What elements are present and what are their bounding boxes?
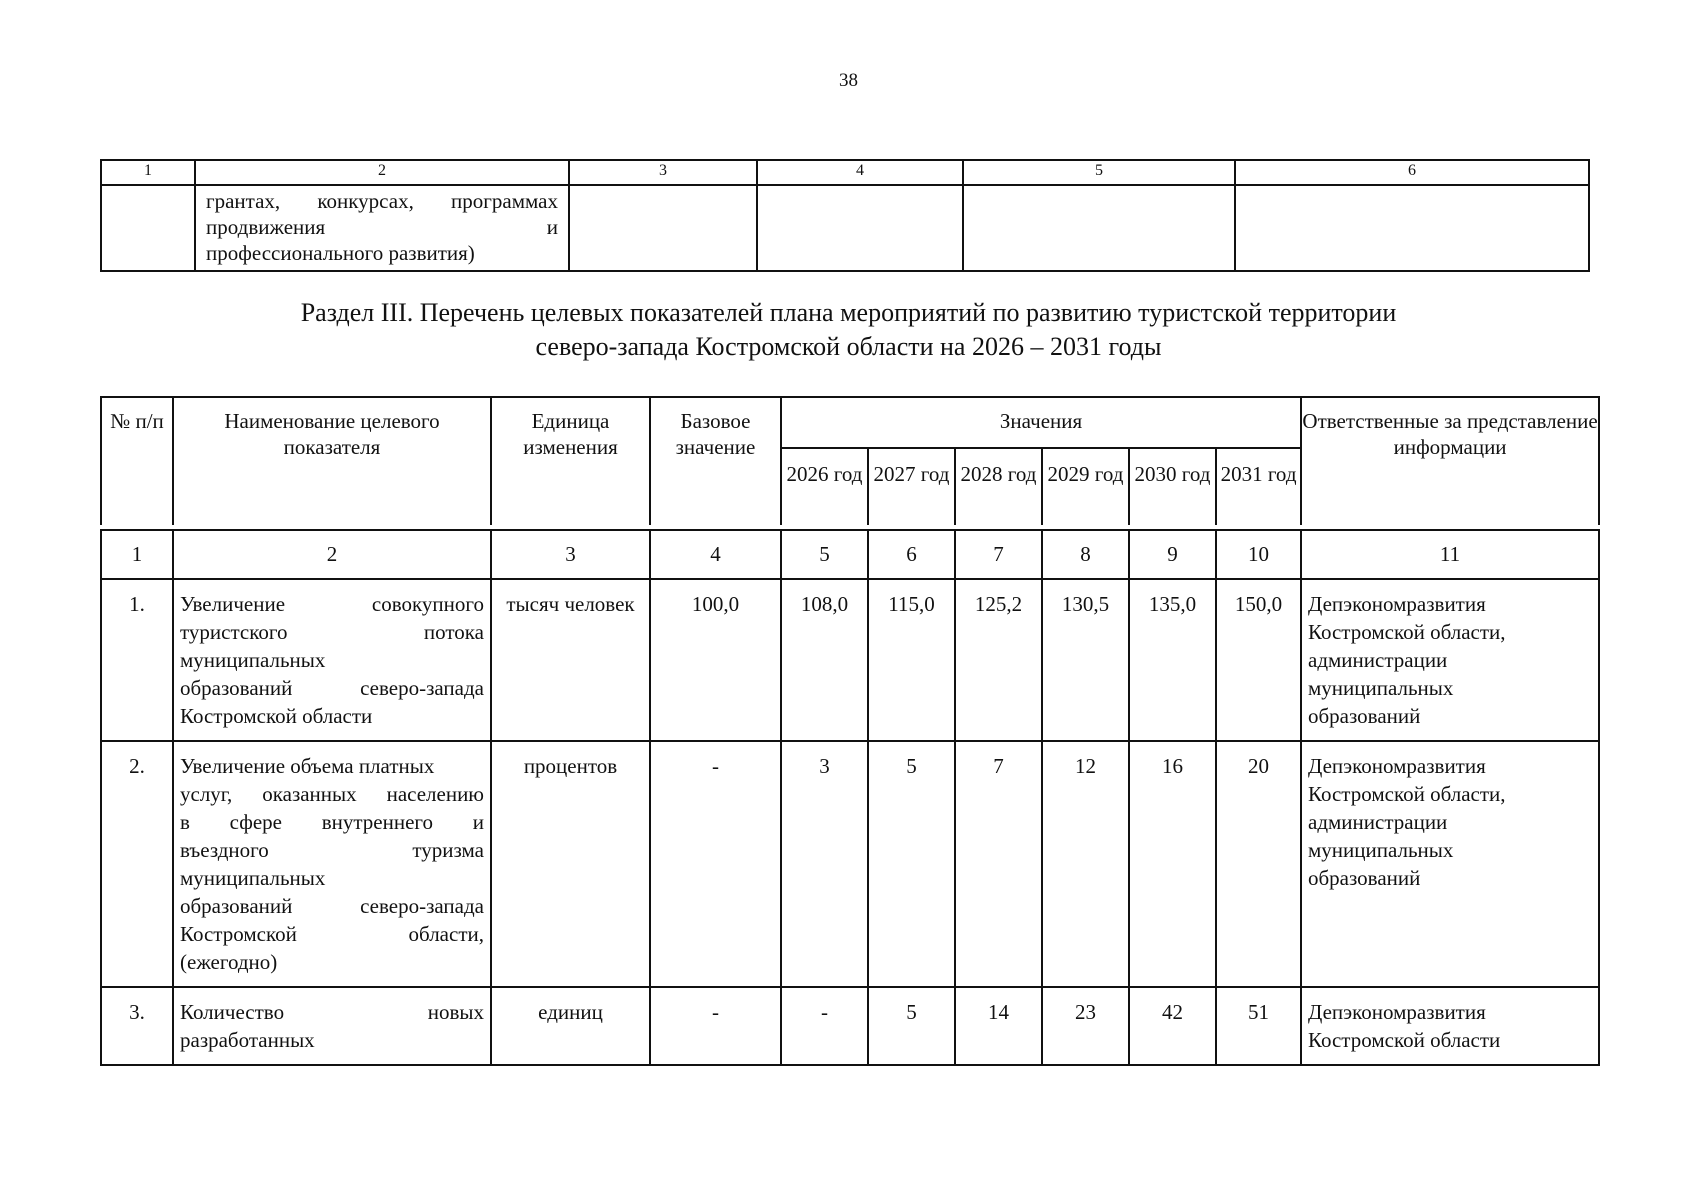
header-year: 2027 год <box>868 448 955 525</box>
column-index: 6 <box>868 530 955 579</box>
row-number: 1. <box>101 579 173 741</box>
header-name: Наименование целевого показателя <box>173 397 491 525</box>
base-value: - <box>650 987 781 1065</box>
continuation-row <box>101 185 1589 271</box>
text-line: (ежегодно) <box>180 950 278 974</box>
empty-cell <box>1235 185 1589 271</box>
header-responsible: Ответственные за представление информации <box>1301 397 1599 525</box>
header-base: Базовое значение <box>650 397 781 525</box>
section-title <box>0 296 1697 364</box>
text-line: Костромской области <box>1308 1028 1501 1052</box>
text-line: образований <box>1308 866 1421 890</box>
table-row <box>101 987 1599 1065</box>
text-line: муниципальных <box>1308 676 1454 700</box>
base-value: 100,0 <box>650 579 781 741</box>
text-line: в сфере внутреннего и <box>180 810 484 834</box>
text-line: образований северо-запада <box>180 676 484 700</box>
year-value: 130,5 <box>1042 579 1129 741</box>
page-number: 38 <box>839 70 858 91</box>
indicators-header-table <box>100 396 1600 525</box>
responsible <box>1301 987 1599 1065</box>
text-line: Увеличение объема платных <box>180 754 435 778</box>
section-title-line: северо-запада Костромской области на 2026 – 2031 годы <box>535 332 1162 361</box>
column-index: 1 <box>101 530 173 579</box>
row-number: 3. <box>101 987 173 1065</box>
column-number: 3 <box>569 160 757 185</box>
text-line: Депэкономразвития <box>1308 1000 1486 1024</box>
text-line: образований <box>1308 704 1421 728</box>
header-year: 2026 год <box>781 448 868 525</box>
indicators-table <box>100 529 1600 1066</box>
year-value: 16 <box>1129 741 1216 987</box>
year-value: 51 <box>1216 987 1301 1065</box>
header-num: № п/п <box>101 397 173 525</box>
responsible <box>1301 741 1599 987</box>
text-line: образований северо-запада <box>180 894 484 918</box>
table-row <box>101 741 1599 987</box>
year-value: 108,0 <box>781 579 868 741</box>
unit: тысяч человек <box>491 579 650 741</box>
year-value: 42 <box>1129 987 1216 1065</box>
indicator-name <box>173 741 491 987</box>
column-index: 4 <box>650 530 781 579</box>
year-value: 3 <box>781 741 868 987</box>
text-line: Депэкономразвития <box>1308 592 1486 616</box>
column-index: 10 <box>1216 530 1301 579</box>
empty-cell <box>963 185 1235 271</box>
column-number: 6 <box>1235 160 1589 185</box>
column-index-row <box>101 530 1599 579</box>
column-index: 7 <box>955 530 1042 579</box>
year-value: 23 <box>1042 987 1129 1065</box>
unit: процентов <box>491 741 650 987</box>
text-line: Увеличение совокупного <box>180 592 484 616</box>
text-line: продвижения и <box>206 215 558 239</box>
year-value: 135,0 <box>1129 579 1216 741</box>
header-row-top <box>101 397 1599 448</box>
text-line: услуг, оказанных населению <box>180 782 484 806</box>
continuation-text <box>195 185 569 271</box>
text-line: муниципальных <box>1308 838 1454 862</box>
base-value: - <box>650 741 781 987</box>
empty-cell <box>569 185 757 271</box>
year-value: 150,0 <box>1216 579 1301 741</box>
header-unit: Единица изменения <box>491 397 650 525</box>
year-value: 5 <box>868 741 955 987</box>
text-line: Костромской области, <box>1308 782 1506 806</box>
responsible <box>1301 579 1599 741</box>
text-line: профессионального развития) <box>206 241 475 265</box>
year-value: - <box>781 987 868 1065</box>
text-line: Костромской области <box>180 704 373 728</box>
empty-cell <box>757 185 963 271</box>
year-value: 7 <box>955 741 1042 987</box>
continuation-header-row <box>101 160 1589 185</box>
indicator-name <box>173 987 491 1065</box>
text-line: Костромской области, <box>180 922 484 946</box>
column-number: 4 <box>757 160 963 185</box>
text-line: туристского потока <box>180 620 484 644</box>
column-number: 5 <box>963 160 1235 185</box>
column-index: 9 <box>1129 530 1216 579</box>
year-value: 125,2 <box>955 579 1042 741</box>
column-index: 8 <box>1042 530 1129 579</box>
column-index: 11 <box>1301 530 1599 579</box>
continuation-table <box>100 159 1590 272</box>
text-line: Количество новых <box>180 1000 484 1024</box>
header-values: Значения <box>781 397 1301 448</box>
unit: единиц <box>491 987 650 1065</box>
text-line: грантах, конкурсах, программах <box>206 189 558 213</box>
text-line: муниципальных <box>180 648 326 672</box>
text-line: администрации <box>1308 810 1448 834</box>
header-year: 2030 год <box>1129 448 1216 525</box>
header-year: 2028 год <box>955 448 1042 525</box>
year-value: 20 <box>1216 741 1301 987</box>
header-year: 2031 год <box>1216 448 1301 525</box>
indicator-name <box>173 579 491 741</box>
header-year: 2029 год <box>1042 448 1129 525</box>
section-title-line: Раздел III. Перечень целевых показателей плана мероприятий по развитию туристской территории <box>300 298 1397 327</box>
text-line: администрации <box>1308 648 1448 672</box>
text-line: Костромской области, <box>1308 620 1506 644</box>
year-value: 5 <box>868 987 955 1065</box>
column-number: 1 <box>101 160 195 185</box>
text-line: муниципальных <box>180 866 326 890</box>
empty-cell <box>101 185 195 271</box>
text-line: въездного туризма <box>180 838 484 862</box>
column-index: 2 <box>173 530 491 579</box>
year-value: 14 <box>955 987 1042 1065</box>
text-line: разработанных <box>180 1028 315 1052</box>
column-index: 3 <box>491 530 650 579</box>
column-index: 5 <box>781 530 868 579</box>
row-number: 2. <box>101 741 173 987</box>
column-number: 2 <box>195 160 569 185</box>
text-line: Депэкономразвития <box>1308 754 1486 778</box>
year-value: 115,0 <box>868 579 955 741</box>
year-value: 12 <box>1042 741 1129 987</box>
table-row <box>101 579 1599 741</box>
